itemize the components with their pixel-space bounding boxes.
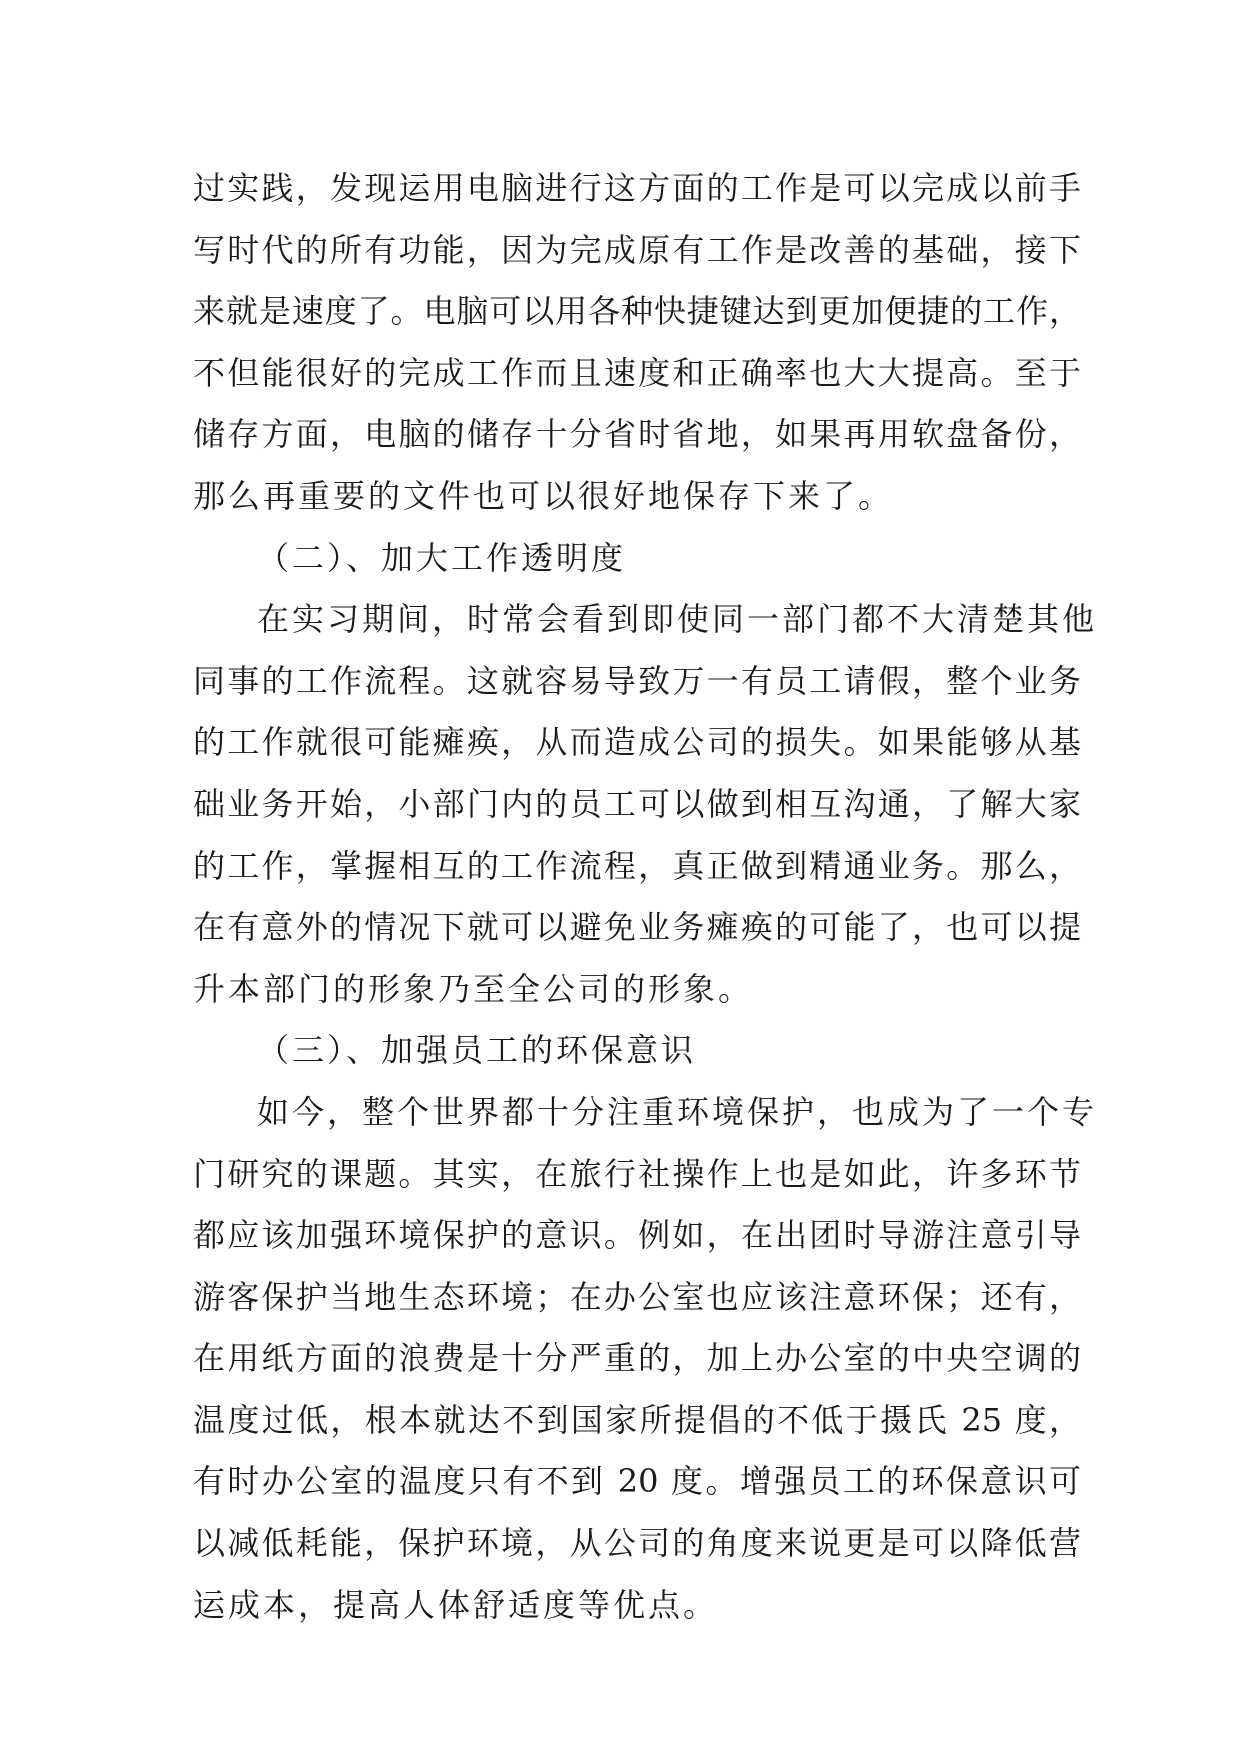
- document-body: [193, 158, 1098, 1636]
- paragraph-3-line: 温度过低，根本就达不到国家所提倡的不低于摄氏 25 度，: [193, 1400, 1081, 1439]
- paragraph-2-line: 同事的工作流程。这就容易导致万一有员工请假，整个业务: [193, 661, 1081, 700]
- paragraph-3-line: 以减低耗能，保护环境，从公司的角度来说更是可以降低营: [193, 1524, 1081, 1563]
- paragraph-2-line: 的工作就很可能瘫痪，从而造成公司的损失。如果能够从基: [193, 723, 1081, 762]
- paragraph-1-line: 过实践，发现运用电脑进行这方面的工作是可以完成以前手: [193, 169, 1081, 207]
- paragraph-2-line: 升本部门的形象乃至全公司的形象。: [193, 969, 754, 1008]
- paragraph-1-line: 储存方面，电脑的储存十分省时省地，如果再用软盘备份，: [193, 415, 1081, 454]
- paragraph-3-line: 都应该加强环境保护的意识。例如，在出团时导游注意引导: [193, 1216, 1081, 1255]
- paragraph-3-line: 门研究的课题。其实，在旅行社操作上也是如此，许多环节: [193, 1154, 1081, 1193]
- paragraph-3-line: 在用纸方面的浪费是十分严重的，加上办公室的中央空调的: [193, 1339, 1081, 1378]
- section-heading-3: （三）、加强员工的环保意识: [257, 1031, 697, 1070]
- paragraph-1-line: 来就是速度了。电脑可以用各种快捷键达到更加便捷的工作，: [193, 292, 1081, 331]
- paragraph-1-line: 那么再重要的文件也可以很好地保存下来了。: [193, 476, 894, 515]
- paragraph-2-line: 的工作，掌握相互的工作流程，真正做到精通业务。那么，: [193, 846, 1081, 885]
- section-heading-2: （二）、加大工作透明度: [257, 538, 627, 577]
- paragraph-3-line: 运成本，提高人体舒适度等优点。: [193, 1585, 719, 1624]
- paragraph-3-line: 游客保护当地生态环境；在办公室也应该注意环保；还有，: [193, 1277, 1081, 1316]
- paragraph-2-line: 在有意外的情况下就可以避免业务瘫痪的可能了，也可以提: [193, 908, 1081, 947]
- paragraph-1-line: 写时代的所有功能，因为完成原有工作是改善的基础，接下: [193, 230, 1081, 269]
- paragraph-1-line: 不但能很好的完成工作而且速度和正确率也大大提高。至于: [193, 353, 1081, 392]
- paragraph-3-line: 如今，整个世界都十分注重环境保护，也成为了一个专: [257, 1092, 1098, 1131]
- paragraph-2-line: 础业务开始，小部门内的员工可以做到相互沟通，了解大家: [193, 784, 1081, 823]
- paragraph-2-line: 在实习期间，时常会看到即使同一部门都不大清楚其他: [257, 600, 1098, 639]
- paragraph-3-line: 有时办公室的温度只有不到 20 度。增强员工的环保意识可: [193, 1462, 1081, 1501]
